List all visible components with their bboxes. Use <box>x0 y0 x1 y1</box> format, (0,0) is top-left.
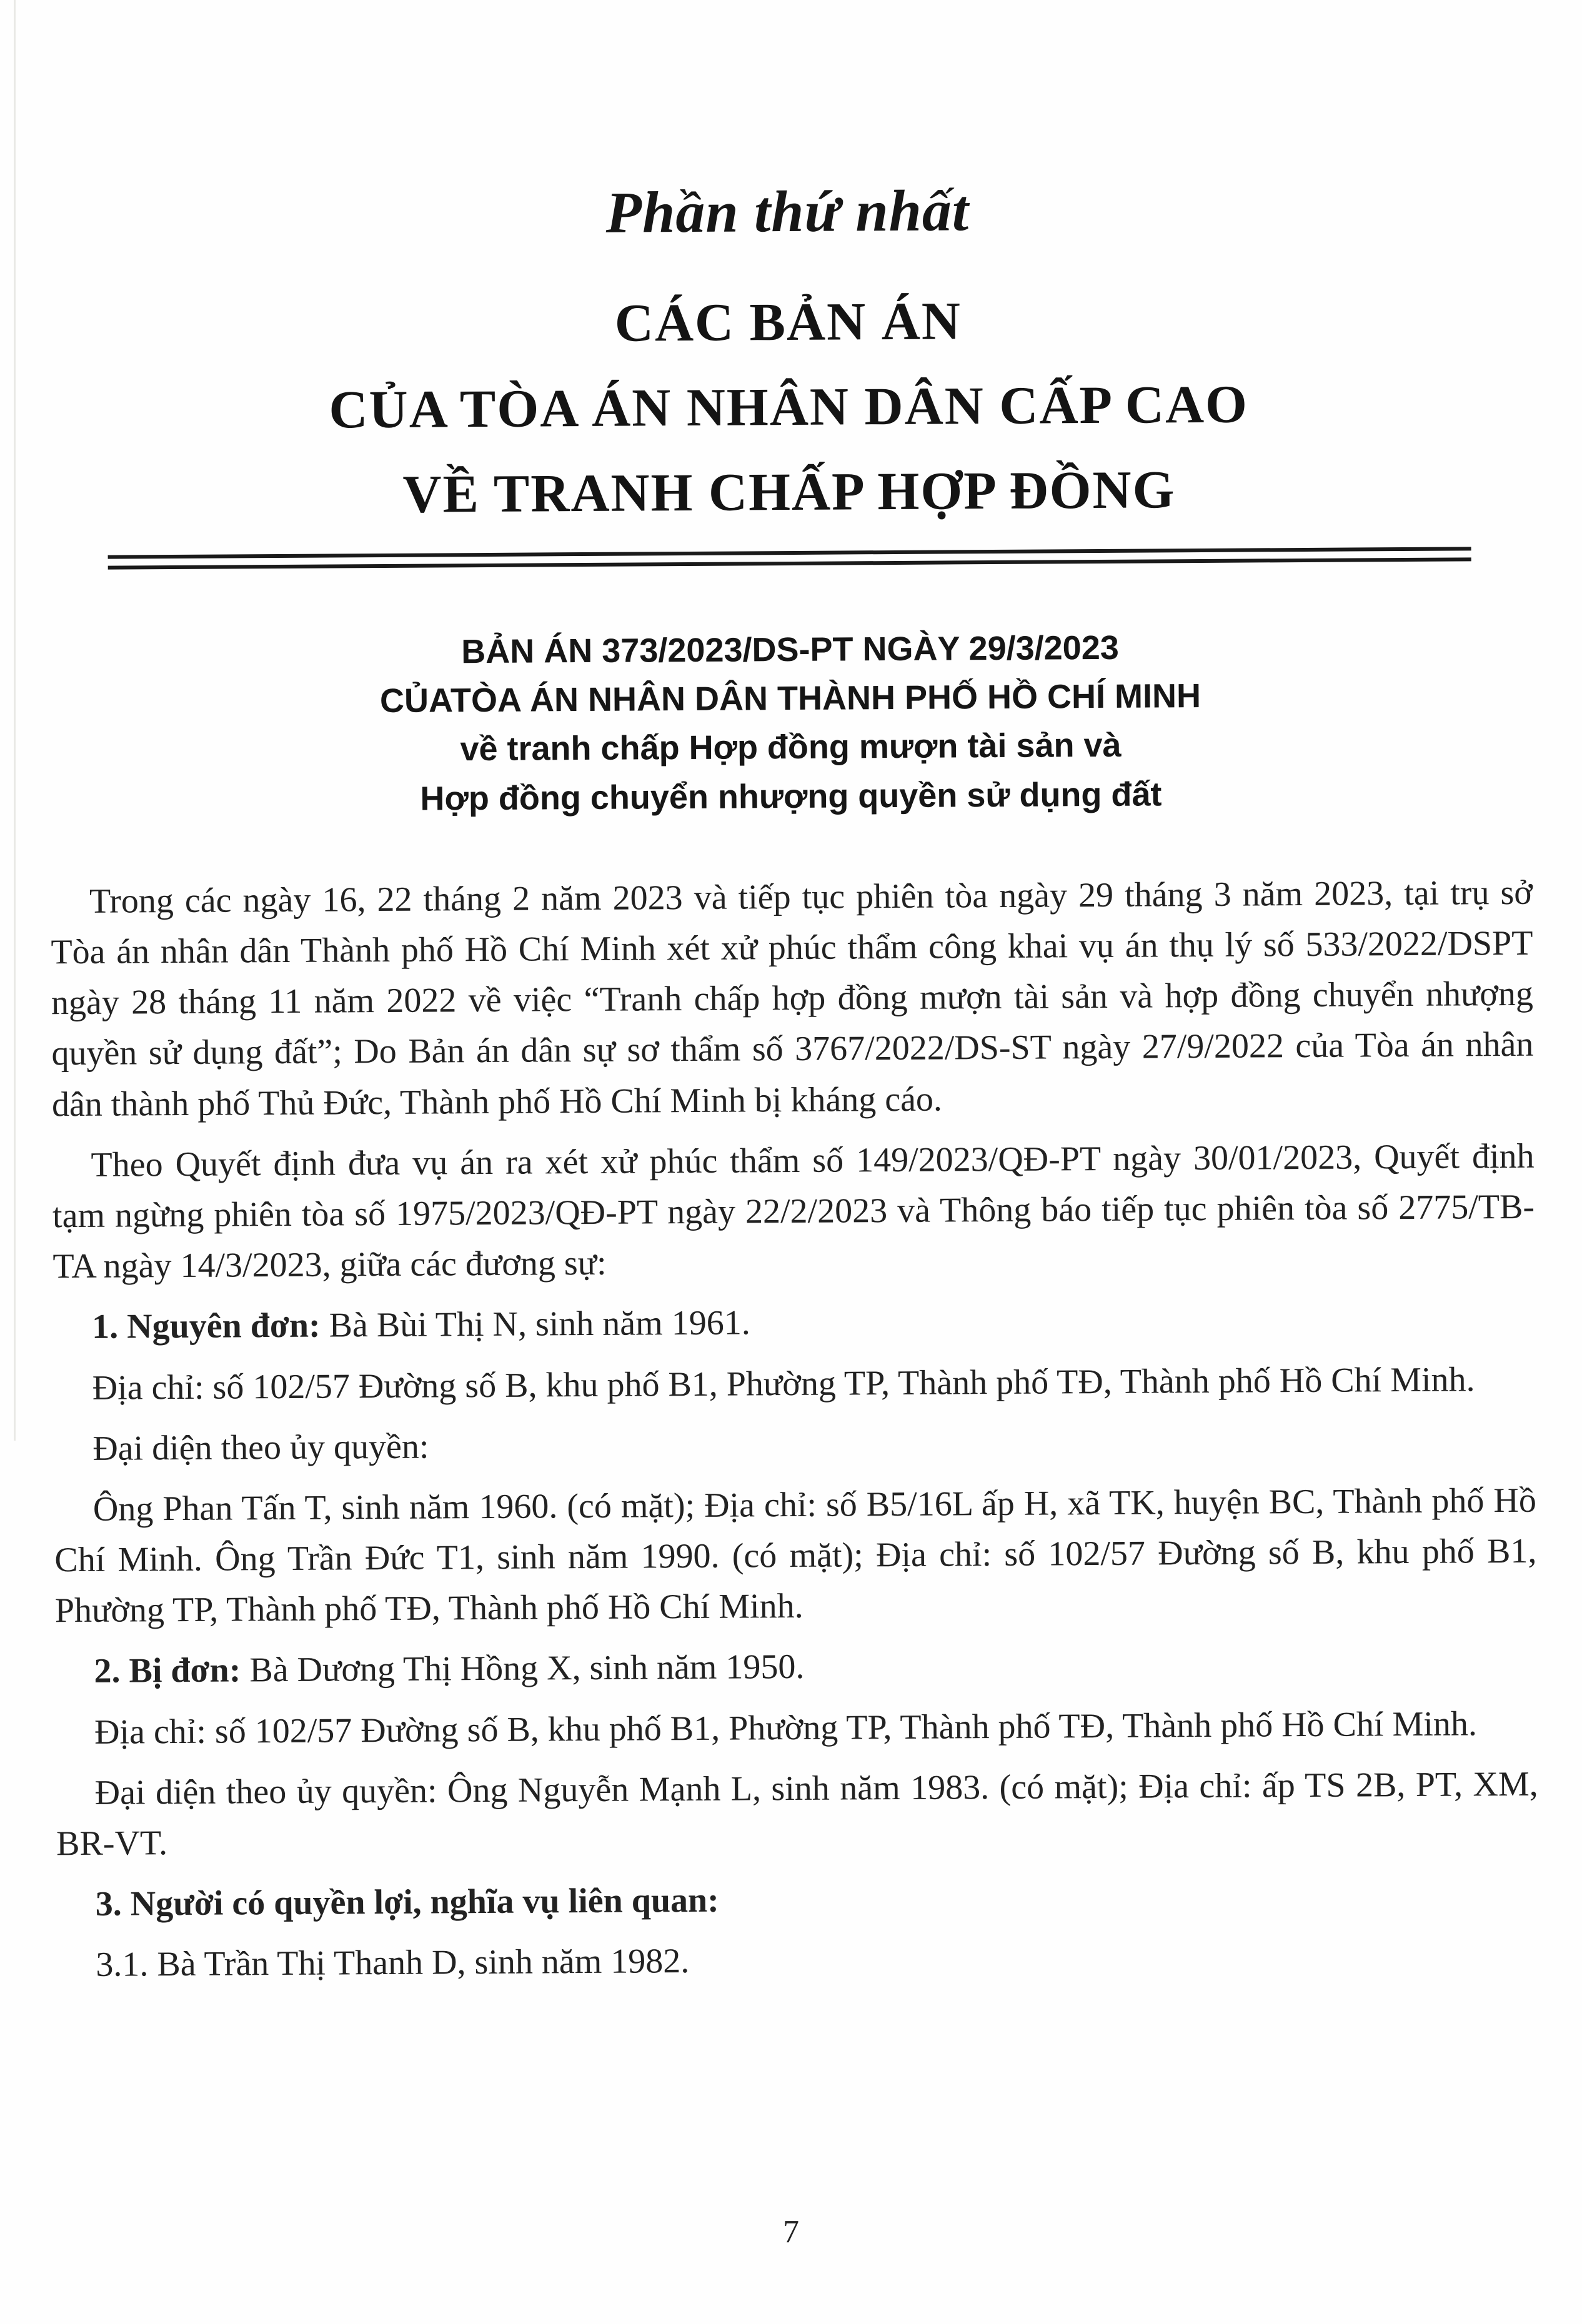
para-related-party-1-text: 3.1. Bà Trần Thị Thanh D, sinh năm 1982. <box>96 1942 690 1985</box>
para-defendant-lead: 2. Bị đơn: <box>94 1651 241 1691</box>
para-defendant <box>55 1637 1537 1697</box>
para-defendant-text: Bà Dương Thị Hồng X, sinh năm 1950. <box>241 1647 805 1690</box>
para-intro-text: Trong các ngày 16, 22 tháng 2 năm 2023 và tiếp tục phiên tòa ngày 29 tháng 3 năm 2023, tại trụ sở Tòa án nhân dân Thành phố Hồ Chí Minh xét xử phúc thẩm công khai vụ án thụ lý số 533/2022/DSPT ngày 28 tháng 11 năm 2022 về việc “Tranh chấp hợp đồng mượn tài sản và hợp đồng chuyển nhượng quyền sử dụng đất”; Do Bản án dân sự sơ thẩm số 3767/2022/DS-ST ngày 27/9/2022 của Tòa án nhân dân thành phố Thủ Đức, Thành phố Hồ Chí Minh bị kháng cáo. <box>51 873 1534 1124</box>
para-representative-label <box>54 1414 1536 1474</box>
para-plaintiff-lead: 1. Nguyên đơn: <box>91 1306 321 1347</box>
para-related-parties-lead: 3. Người có quyền lợi, nghĩa vụ liên quan: <box>95 1880 720 1924</box>
para-decision <box>52 1131 1535 1292</box>
case-heading-line-1: BẢN ÁN 373/2023/DS-PT NGÀY 29/3/2023 <box>461 628 1119 670</box>
part-title: Phần thứ nhất <box>605 178 970 246</box>
para-defendant-address-text: Địa chỉ: số 102/57 Đường số B, khu phố B1, Phường TP, Thành phố TĐ, Thành phố Hồ Chí Minh. <box>94 1704 1478 1752</box>
para-representatives-text: Ông Phan Tấn T, sinh năm 1960. (có mặt); Địa chỉ: số B5/16L ấp H, xã TK, huyện BC, Thành phố Hồ Chí Minh. Ông Trần Đức T1, sinh năm 1990. (có mặt); Địa chỉ: số 102/57 Đường số B, khu phố B1, Phường TP, Thành phố TĐ, Thành phố Hồ Chí Minh. <box>54 1481 1537 1631</box>
para-plaintiff-address-text: Địa chỉ: số 102/57 Đường số B, khu phố B1, Phường TP, Thành phố TĐ, Thành phố Hồ Chí Minh. <box>92 1359 1475 1408</box>
para-plaintiff-text: Bà Bùi Thị N, sinh năm 1961. <box>320 1303 750 1345</box>
case-heading-line-4: Hợp đồng chuyển nhượng quyền sử dụng đất <box>420 775 1162 818</box>
main-heading <box>47 276 1530 539</box>
para-representatives <box>54 1476 1537 1637</box>
judgment-body <box>51 868 1540 1991</box>
case-heading-line-2: CỦATÒA ÁN NHÂN DÂN THÀNH PHỐ HỒ CHÍ MINH <box>379 677 1201 720</box>
case-heading-line-3: về tranh chấp Hợp đồng mượn tài sản và <box>460 726 1122 768</box>
double-rule <box>107 547 1471 569</box>
case-heading <box>49 620 1532 825</box>
main-heading-line-1: CÁC BẢN ÁN <box>614 290 962 353</box>
scan-edge-artifact <box>14 0 16 1441</box>
para-defendant-address <box>56 1698 1538 1758</box>
para-related-parties-heading <box>57 1870 1539 1930</box>
para-intro <box>51 868 1534 1130</box>
page-number: 7 <box>783 2214 799 2250</box>
para-representative-label-text: Đại diện theo ủy quyền: <box>92 1427 429 1468</box>
main-heading-line-2: CỦA TÒA ÁN NHÂN DÂN CẤP CAO <box>329 374 1249 440</box>
para-decision-text: Theo Quyết định đưa vụ án ra xét xử phúc thẩm số 149/2023/QĐ-PT ngày 30/01/2023, Quyết định tạm ngừng phiên tòa số 1975/2023/QĐ-PT ngày 22/2/2023 và Thông báo tiếp tục phiên tòa số 2775/TB-TA ngày 14/3/2023, giữa các đương sự: <box>52 1136 1535 1286</box>
main-heading-line-3: VỀ TRANH CHẤP HỢP ĐỒNG <box>402 459 1176 524</box>
page-content <box>45 0 1539 2001</box>
para-defendant-representative <box>56 1759 1538 1870</box>
para-plaintiff <box>53 1293 1535 1353</box>
para-related-party-1 <box>57 1931 1539 1991</box>
para-defendant-representative-text: Đại diện theo ủy quyền: Ông Nguyễn Mạnh L, sinh năm 1983. (có mặt); Địa chỉ: ấp TS 2B, PT, XM, BR-VT. <box>56 1764 1538 1864</box>
para-plaintiff-address <box>53 1354 1535 1414</box>
